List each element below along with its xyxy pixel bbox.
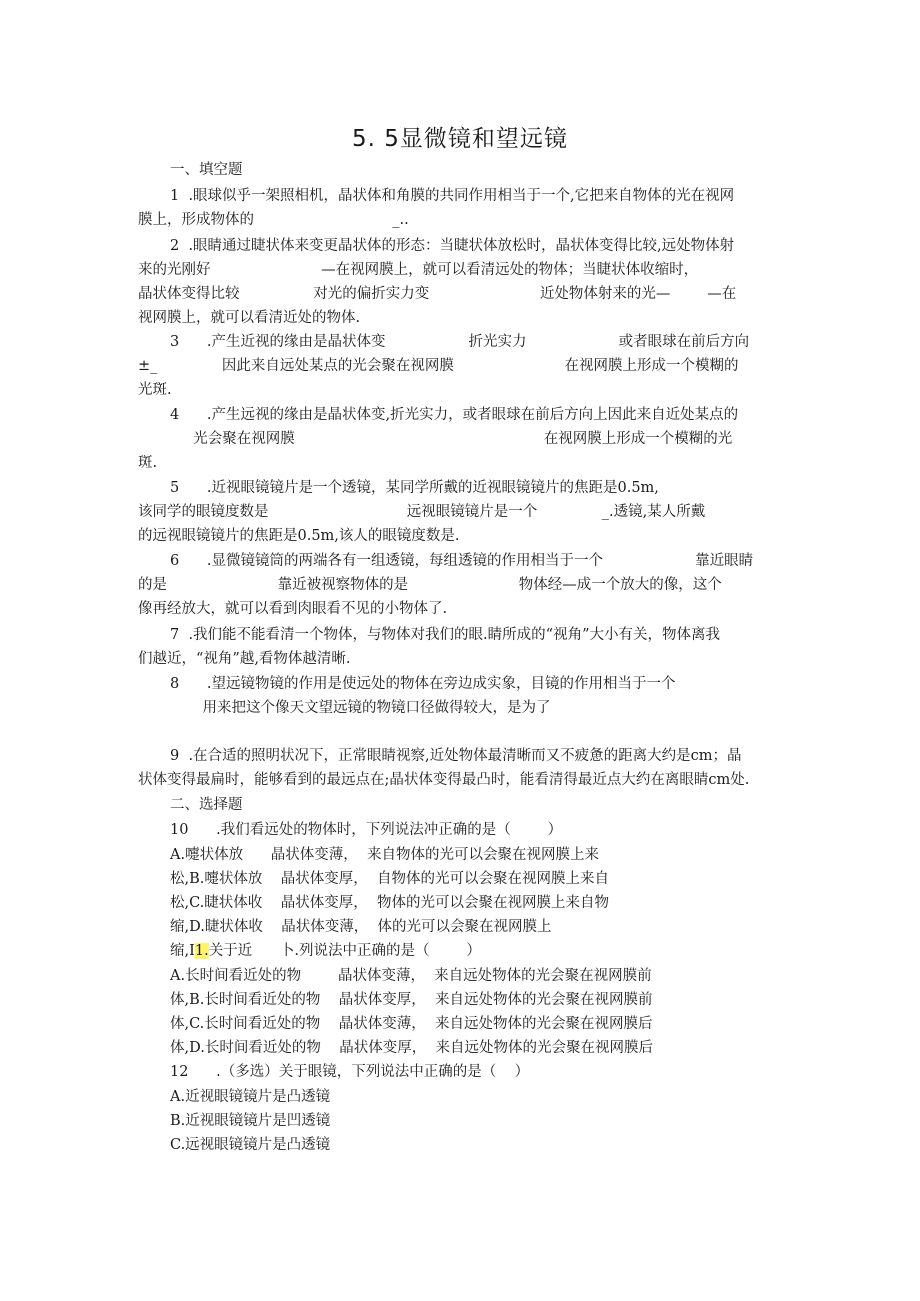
question-8-line-1: 8 .望远镜物镜的作用是使远处的物体在旁边成实象，目镜的作用相当于一个 <box>170 676 676 692</box>
question-6-line-1: 6 .显微镜镜筒的两端各有一组透镜，每组透镜的作用相当于一个 靠近眼睛 <box>170 553 754 569</box>
section-heading-fill-in: 一、填空题 <box>170 162 243 178</box>
highlighted-number: 1. <box>194 943 209 959</box>
question-11-stem-text: 关于近 卜.列说法中正确的是（ ） <box>208 943 481 959</box>
question-2-line-4: 视网膜上，就可以看清近处的物体. <box>138 310 361 326</box>
question-5-line-1: 5 .近视眼镜镜片是一个透镜，某同学所戴的近视眼镜镜片的焦距是0.5m, <box>170 480 659 496</box>
question-10-stem: 10 .我们看远处的物体时，下列说法冲正确的是（ ） <box>170 822 563 838</box>
question-10-option-b: 松,B.嚏状体放 晶状体变厚， 自物体的光可以会聚在视网膜上来自 <box>170 871 610 887</box>
section-heading-choice: 二、选择题 <box>170 797 243 813</box>
question-10-option-a: A.嚏状体放 晶状体变薄， 来自物体的光可以会聚在视网膜上来 <box>170 847 599 863</box>
question-12-option-c: C.远视眼镜镜片是凸透镜 <box>170 1137 331 1153</box>
question-11-option-a: A.长时间看近处的物 晶状体变薄， 来自远处物体的光会聚在视网膜前 <box>170 968 652 984</box>
question-8-line-2: 用来把这个像天文望远镜的物镜口径做得较大，是为了 <box>138 700 551 716</box>
question-1-line-2: 膜上，形成物体的 _.. <box>138 212 409 228</box>
question-4-line-1: 4 .产生远视的缘由是晶状体变,折光实力，或者眼球在前后方向上因此来自近处某点的 <box>170 407 739 423</box>
question-4-line-2: 光会聚在视网膜 在视网膜上形成一个模糊的光 <box>138 431 733 447</box>
question-3-line-3: 光斑. <box>138 382 172 398</box>
question-2-line-2: 来的光刚好 —在视网膜上，就可以看清远处的物体；当睫状体收缩时， <box>138 262 699 278</box>
question-5-line-3: 的远视眼镜镜片的焦距是0.5m,该人的眼镜度数是. <box>138 528 460 544</box>
question-2-line-1: 2 .眼睛通过睫状体来变更晶状体的形态：当睫状体放松时，晶状体变得比较,远处物体射 <box>170 238 735 254</box>
question-9-line-2: 状体变得最扁时，能够看到的最远点在;晶状体变得最凸时，能看清得最近点大约在离眼睛cm处. <box>138 772 750 788</box>
question-1-line-1: 1 .眼球似乎一架照相机，晶状体和角膜的共同作用相当于一个,它把来自物体的光在视网 <box>170 188 735 204</box>
question-12-option-b: B.近视眼镜镜片是凹透镜 <box>170 1113 331 1129</box>
question-6-line-3: 像再经放大，就可以看到肉眼看不见的小物体了. <box>138 601 448 617</box>
question-3-line-1: 3 .产生近视的缘由是晶状体变 折光实力 或者眼球在前后方向 <box>170 334 750 350</box>
question-11-option-d: 体,D.长时间看近处的物 晶状体变厚， 来自远处物体的光会聚在视网膜后 <box>170 1040 653 1056</box>
question-2-line-3: 晶状体变得比较 对光的偏折实力变 近处物体射来的光— —在 <box>138 286 737 302</box>
question-4-line-3: 斑. <box>138 455 158 471</box>
question-12-option-a: A.近视眼镜镜片是凸透镜 <box>170 1089 331 1105</box>
question-11-stem <box>170 941 481 961</box>
question-9-line-1: 9 .在合适的照明状况下，正常眼睛视察,近处物体最清晰而又不疲惫的距离大约是cm；晶 <box>170 748 742 764</box>
question-10-option-d: 缩,D.睫状体收 晶状体变薄， 体的光可以会聚在视网膜上 <box>170 919 552 935</box>
question-7-line-2: 们越近，“视角”越,看物体越清晰. <box>138 651 351 667</box>
page-title: 5. 5显微镜和望远镜 <box>352 126 568 152</box>
question-12-stem: 12 .（多选）关于眼镜，下列说法中正确的是（ ） <box>170 1064 530 1080</box>
question-3-line-2: ±_ 因此来自远处某点的光会聚在视网膜 在视网膜上形成一个模糊的 <box>138 358 739 374</box>
question-10-option-c: 松,C.睫状体收 晶状体变厚， 物体的光可以会聚在视网膜上来自物 <box>170 895 609 911</box>
question-6-line-2: 的是 靠近被视察物体的是 物体经—成一个放大的像，这个 <box>138 577 722 593</box>
question-11-option-b: 体,B.长时间看近处的物 晶状体变厚， 来自远处物体的光会聚在视网膜前 <box>170 992 653 1008</box>
question-7-line-1: 7 .我们能不能看清一个物体，与物体对我们的眼.睛所成的“视角”大小有关，物体离我 <box>170 627 720 643</box>
question-5-line-2: 该同学的眼镜度数是 远视眼镜镜片是一个 _.透镜,某人所戴 <box>138 504 706 520</box>
question-11-option-c: 体,C.长时间看近处的物 晶状体变薄， 来自远处物体的光会聚在视网膜后 <box>170 1016 653 1032</box>
question-11-stem-prefix: 缩,I <box>170 943 195 959</box>
